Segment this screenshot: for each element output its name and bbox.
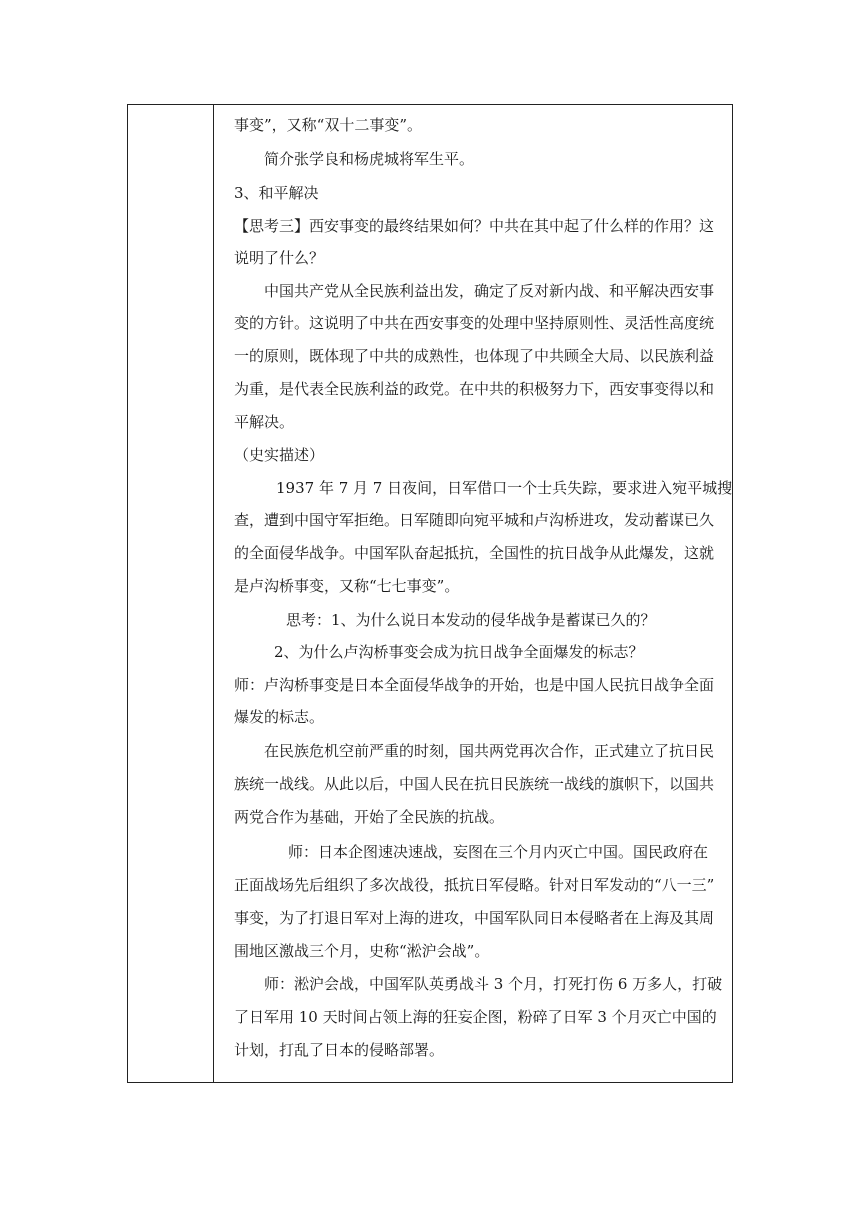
text-line: 师：淞沪会战，中国军队英勇战斗 3 个月，打死打伤 6 万多人，打破 (264, 975, 723, 993)
text-line: 是卢沟桥事变，又称“七七事变”。 (234, 577, 460, 595)
text-line: 变的方针。这说明了中共在西安事变的处理中坚持原则性、灵活性高度统 (234, 314, 715, 332)
text-line: 事变”，又称“双十二事变”。 (234, 116, 423, 134)
text-line: 在民族危机空前严重的时刻，国共两党再次合作，正式建立了抗日民 (264, 742, 715, 760)
text-line: 的全面侵华战争。中国军队奋起抵抗，全国性的抗日战争从此爆发，这就 (234, 544, 715, 562)
question-line: 【思考三】西安事变的最终结果如何？中共在其中起了什么样的作用？这 (234, 217, 715, 235)
left-column (128, 105, 214, 1082)
text-line: 平解决。 (234, 413, 295, 431)
content-cell (214, 105, 732, 1082)
text-line: 中国共产党从全民族利益出发，确定了反对新内战、和平解决西安事 (264, 282, 715, 300)
text-line: 一的原则，既体现了中共的成熟性，也体现了中共顾全大局、以民族利益 (234, 347, 715, 365)
text-line: 正面战场先后组织了多次战役，抵抗日军侵略。针对日军发动的“八一三” (234, 876, 715, 894)
question-line: 2、为什么卢沟桥事变会成为抗日战争全面爆发的标志？ (274, 643, 644, 661)
text-line: 师：卢沟桥事变是日本全面侵华战争的开始，也是中国人民抗日战争全面 (234, 676, 715, 694)
text-line: 围地区激战三个月，史称“淞沪会战”。 (234, 942, 490, 960)
text-line: 计划，打乱了日本的侵略部署。 (234, 1041, 445, 1059)
text-line: 1937 年 7 月 7 日夜间，日军借口一个士兵失踪，要求进入宛平城搜 (276, 479, 733, 497)
text-line: 为重，是代表全民族利益的政党。在中共的积极努力下，西安事变得以和 (234, 380, 715, 398)
text-line: 查，遭到中国守军拒绝。日军随即向宛平城和卢沟桥进攻，发动蓄谋已久 (234, 511, 715, 529)
text-line: 族统一战线。从此以后，中国人民在抗日民族统一战线的旗帜下，以国共 (234, 775, 715, 793)
text-line: 师：日本企图速决速战，妄图在三个月内灭亡中国。国民政府在 (288, 843, 709, 861)
text-line: 说明了什么？ (234, 249, 325, 267)
lesson-table (127, 104, 733, 1083)
text-line: 了日军用 10 天时间占领上海的狂妄企图，粉碎了日军 3 个月灭亡中国的 (234, 1008, 717, 1026)
text-line: 两党合作为基础，开始了全民族的抗战。 (234, 808, 505, 826)
section-heading: 3、和平解决 (234, 184, 319, 202)
section-heading: （史实描述） (234, 446, 325, 464)
text-line: 简介张学良和杨虎城将军生平。 (264, 150, 475, 168)
question-line: 思考：1、为什么说日本发动的侵华战争是蓄谋已久的？ (286, 611, 656, 629)
text-line: 爆发的标志。 (234, 708, 325, 726)
text-line: 事变，为了打退日军对上海的进攻，中国军队同日本侵略者在上海及其周 (234, 909, 715, 927)
